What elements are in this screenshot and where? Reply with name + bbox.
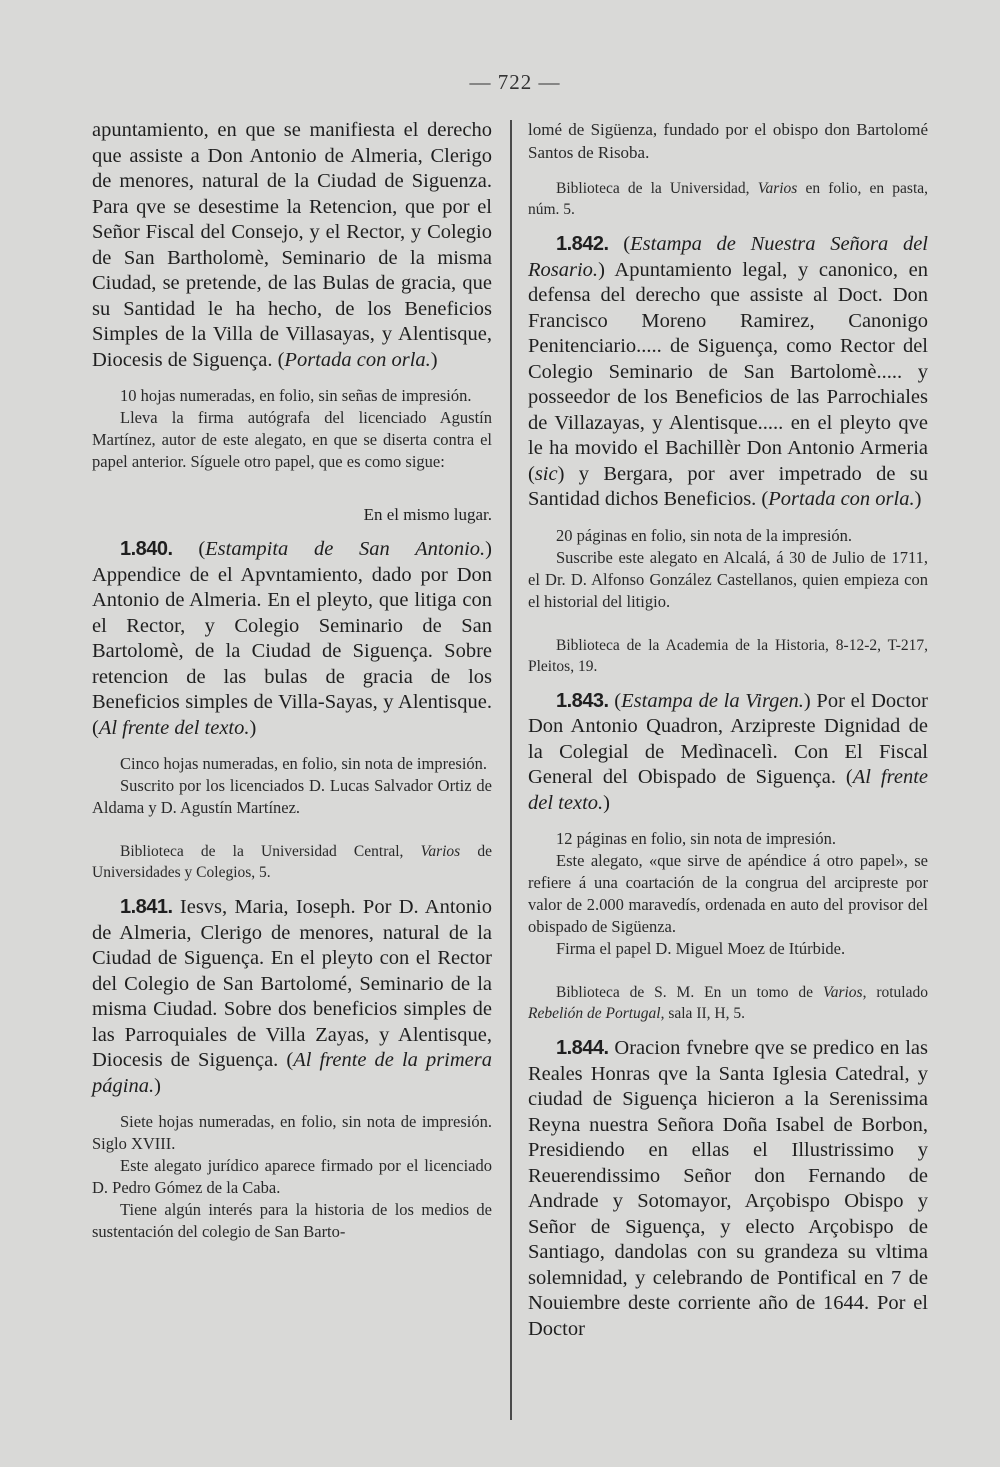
entry-number: 1.844. [556,1037,609,1059]
entry-number: 1.841. [120,896,173,918]
note-signature: Lleva la firma autógrafa del licenciado Agustín Martínez, autor de este alegato, en que se diserta contra el papel anterior. Síguele otro papel, que es como sigue: [92,408,492,471]
library-reference: Biblioteca de la Universidad Central, Varios de Universidades y Colegios, 5. [92,843,492,881]
right-column [528,118,928,1354]
page-number: — 722 — [469,70,561,94]
entry-number: 1.842. [556,233,609,255]
entry-number: 1.843. [556,689,609,712]
library-reference: Biblioteca de la Universidad, Varios en folio, en pasta, núm. 5. [528,180,928,218]
note-signed: Este alegato jurídico aparece firmado por el licenciado D. Pedro Gómez de la Caba. [92,1156,492,1197]
library-reference: Biblioteca de la Academia de la Historia, 8-12-2, T-217, Pleitos, 19. [528,636,928,675]
library-reference: Biblioteca de S. M. En un tomo de Varios, rotulado Rebelión de Portugal, sala II, H, 5. [528,984,928,1022]
entry-1843: 1.843. (Estampa de la Virgen.) Por el Doctor Don Antonio Quadron, Arzipreste Dignidad de la Colegial de Medìnacelì. Con El Fiscal General del Obispado de Siguença. (Al frente del texto.) [528,689,929,814]
entry-continuation: lomé de Sigüenza, fundado por el obispo don Bartolomé Santos de Risoba. [528,120,928,162]
left-column [92,118,492,1243]
location-note: En el mismo lugar. [363,505,492,524]
note-interest: Tiene algún interés para la historia de los medios de sustentación del colegio de San Barto- [92,1200,492,1241]
entry-continuation: apuntamiento, en que se manifiesta el derecho que assiste a Don Antonio de Almeria, Clerigo de menores, natural de la Ciudad de Siguenza. Para qve se desestime la Retencion, que por el Señor Fiscal del Consejo, y el Rector, y Colegio de San Bartholomè, Seminario de la misma Ciudad, se pretende, de las Bulas de gracia, que su Santidad le ha hecho, de los Beneficios Simples de la Villa de Villasayas, y Alentisque, Diocesis de Siguença. (Portada con orla.) [92,119,492,371]
note-pages: 12 páginas en folio, sin nota de impresión. [556,829,836,848]
note-pages: Siete hojas numeradas, en folio, sin nota de impresión. Siglo XVIII. [92,1112,492,1153]
note-description: Este alegato, «que sirve de apéndice á otro papel», se refiere á una coartación de la congrua del arcipreste por valor de 2.000 maravedís, ordenada en auto del provisor del obispado de Sigüenza. [528,851,928,936]
entry-1841: 1.841. Iesvs, Maria, Ioseph. Por D. Antonio de Almeria, Clerigo de menores, natural de la Ciudad de Siguença. En el pleyto con el Rector del Colegio de San Bartolomé, Seminario de la misma Ciudad. Sobre dos beneficios simples de las Parroquiales de Villa Zayas, y Alentisque, Diocesis de Siguença. (Al frente de la primera página.) [92,896,492,1097]
entry-number: 1.840. [120,538,173,560]
note-signed: Firma el papel D. Miguel Moez de Itúrbide. [556,939,846,958]
note-pages: 10 hojas numeradas, en folio, sin señas de impresión. [120,386,472,405]
entry-1844: 1.844. Oracion fvnebre qve se predico en las Reales Honras qve la Santa Iglesia Catedral, y ciudad de Siguença hicieron a la Serenissima Reyna nuestra Señora Doña Isabel de Borbon, Presidiendo en ellas el Illustrissimo y Reuerendissimo Señor don Fernando de Andrade y Sotomayor, Arçobispo Obispo y Señor de Siguença, y electo Arçobispo de Santiago, dandolas con su grandeza su vltima solemnidad, y celebrando de Pontifical en 7 de Nouiembre deste corriente año de 1644. Por el Doctor [528,1037,928,1340]
note-signed: Suscrito por los licenciados D. Lucas Salvador Ortiz de Aldama y D. Agustín Martínez. [92,776,492,817]
entry-1840: 1.840. (Estampita de San Antonio.) Appendice de el Apvntamiento, dado por Don Antonio de Almeria. En el pleyto, que litiga con el Rector, y Colegio Seminario de San Bartolomè, de la Ciudad de Siguença. Sobre retencion de las bulas de gracia de los Beneficios simples de Villa-Sayas, y Alentisque. (Al frente del texto.) [92,538,492,739]
note-pages: Cinco hojas numeradas, en folio, sin nota de impresión. [120,754,488,773]
note-signed: Suscribe este alegato en Alcalá, á 30 de Julio de 1711, el Dr. D. Alfonso González Castellanos, quien empieza con el historial del litigio. [528,547,928,611]
column-divider [510,120,512,1420]
entry-1842: 1.842. (Estampa de Nuestra Señora del Rosario.) Apuntamiento legal, y canonico, en defensa del derecho que assiste al Doct. Don Francisco Moreno Ramirez, Canonigo Penitenciario..... de Siguença, como Rector del Colegio Seminario de San Bartolomè..... y posseedor de los Beneficios de las Parrochiales de Villazayas, y Alentisque..... en el pleyto qve le ha movido el Bachillèr Don Antonio Armeria (sic) y Bergara, por aver impetrado de su Santidad dichos Beneficios. (Portada con orla.) [528,233,928,510]
note-pages: 20 páginas en folio, sin nota de la impresión. [556,525,853,545]
